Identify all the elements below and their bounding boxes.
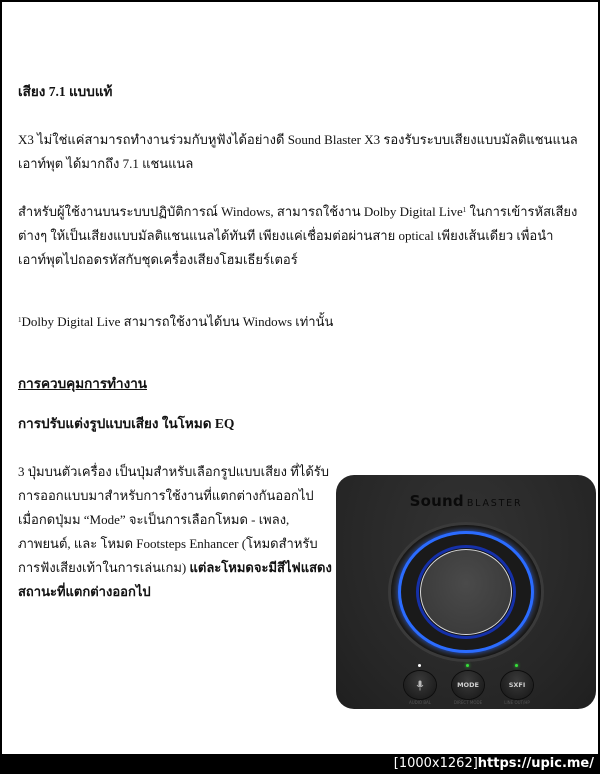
button-caption: LINE OUT/HP <box>504 700 530 705</box>
paragraph-line: การออกแบบมาสำหรับการใช้งานที่แตกต่างกันออกไป <box>18 488 314 503</box>
text-span: สำหรับผู้ใช้งานบนระบบปฏิบัติการณ์ Windows, สามารถใช้งาน Dolby Digital Live <box>18 204 463 219</box>
text-span: การฟังเสียงเท้าในการเล่นเกม) <box>18 560 187 575</box>
footnote-text: Dolby Digital Live สามารถใช้งานได้บน Windows เท่านั้น <box>21 314 334 329</box>
paragraph-line: 3 ปุ่มบนตัวเครื่อง เป็นปุ่มสำหรับเลือกรูปแบบเสียง ที่ได้รับ <box>18 464 330 479</box>
text-span: ในการเข้ารหัสเสียง <box>466 204 578 219</box>
paragraph-line: สถานะที่แตกต่างออกไป <box>18 584 151 599</box>
volume-knob <box>420 549 512 635</box>
microphone-icon <box>404 671 436 699</box>
heading-true-7-1: เสียง 7.1 แบบแท้ <box>18 84 113 99</box>
footnote <box>18 310 333 334</box>
host-url: https://upic.me/ <box>477 756 594 771</box>
mode-button-image: MODE <box>452 671 484 699</box>
paragraph-line <box>18 200 577 224</box>
paragraph-line: ต่างๆ ให้เป็นเสียงแบบมัลติแชนแนลได้ทันที เพียงแค่เชื่อมต่อผ่านสาย optical เพียงเส้นเดียว เพื่อนำ <box>18 228 554 243</box>
paragraph-line: ภาพยนต์, และ โหมด Footsteps Enhancer (โหมดสำหรับ <box>18 536 318 551</box>
document-page <box>2 2 598 754</box>
led-indicator <box>466 664 469 667</box>
brand-logo <box>336 491 596 510</box>
button-caption: AUDIO BAL <box>408 700 432 705</box>
paragraph-line <box>18 556 332 580</box>
paragraph-line: เอาท์พุต ได้มากถึง 7.1 แชนแนล <box>18 156 194 171</box>
paragraph-line: เอาท์พุตไปถอดรหัสกับชุดเครื่องเสียงโฮมเธียร์เตอร์ <box>18 252 298 267</box>
button-caption: DIRECT MODE <box>453 700 483 705</box>
brand-logo-light: BLASTER <box>466 498 523 509</box>
image-dimensions: [1000x1262] <box>393 756 478 771</box>
subheading-eq-mode: การปรับแต่งรูปแบบเสียง ในโหมด EQ <box>18 416 235 431</box>
footnote-marker: 1 <box>462 206 467 214</box>
microphone-icon <box>416 680 424 691</box>
sxfi-button-image: SXFI <box>501 671 533 699</box>
text-span-bold: แต่ละโหมดจะมีสีไฟแสดง <box>186 560 332 575</box>
sound-blaster-x3-image <box>336 475 596 709</box>
image-host-watermark <box>394 755 594 773</box>
heading-controls: การควบคุมการทำงาน <box>18 376 148 391</box>
led-indicator <box>515 664 518 667</box>
paragraph-line: X3 ไม่ใช่แค่สามารถทำงานร่วมกับหูฟังได้อย่างดี Sound Blaster X3 รองรับระบบเสียงแบบมัลติแชนแนล <box>18 132 578 147</box>
footnote-marker: 1 <box>18 316 22 324</box>
paragraph-line: เมื่อกดปุ่มม “Mode” จะเป็นการเลือกโหมด - เพลง, <box>18 512 290 527</box>
led-indicator <box>418 664 421 667</box>
brand-logo-bold: Sound <box>409 492 464 510</box>
